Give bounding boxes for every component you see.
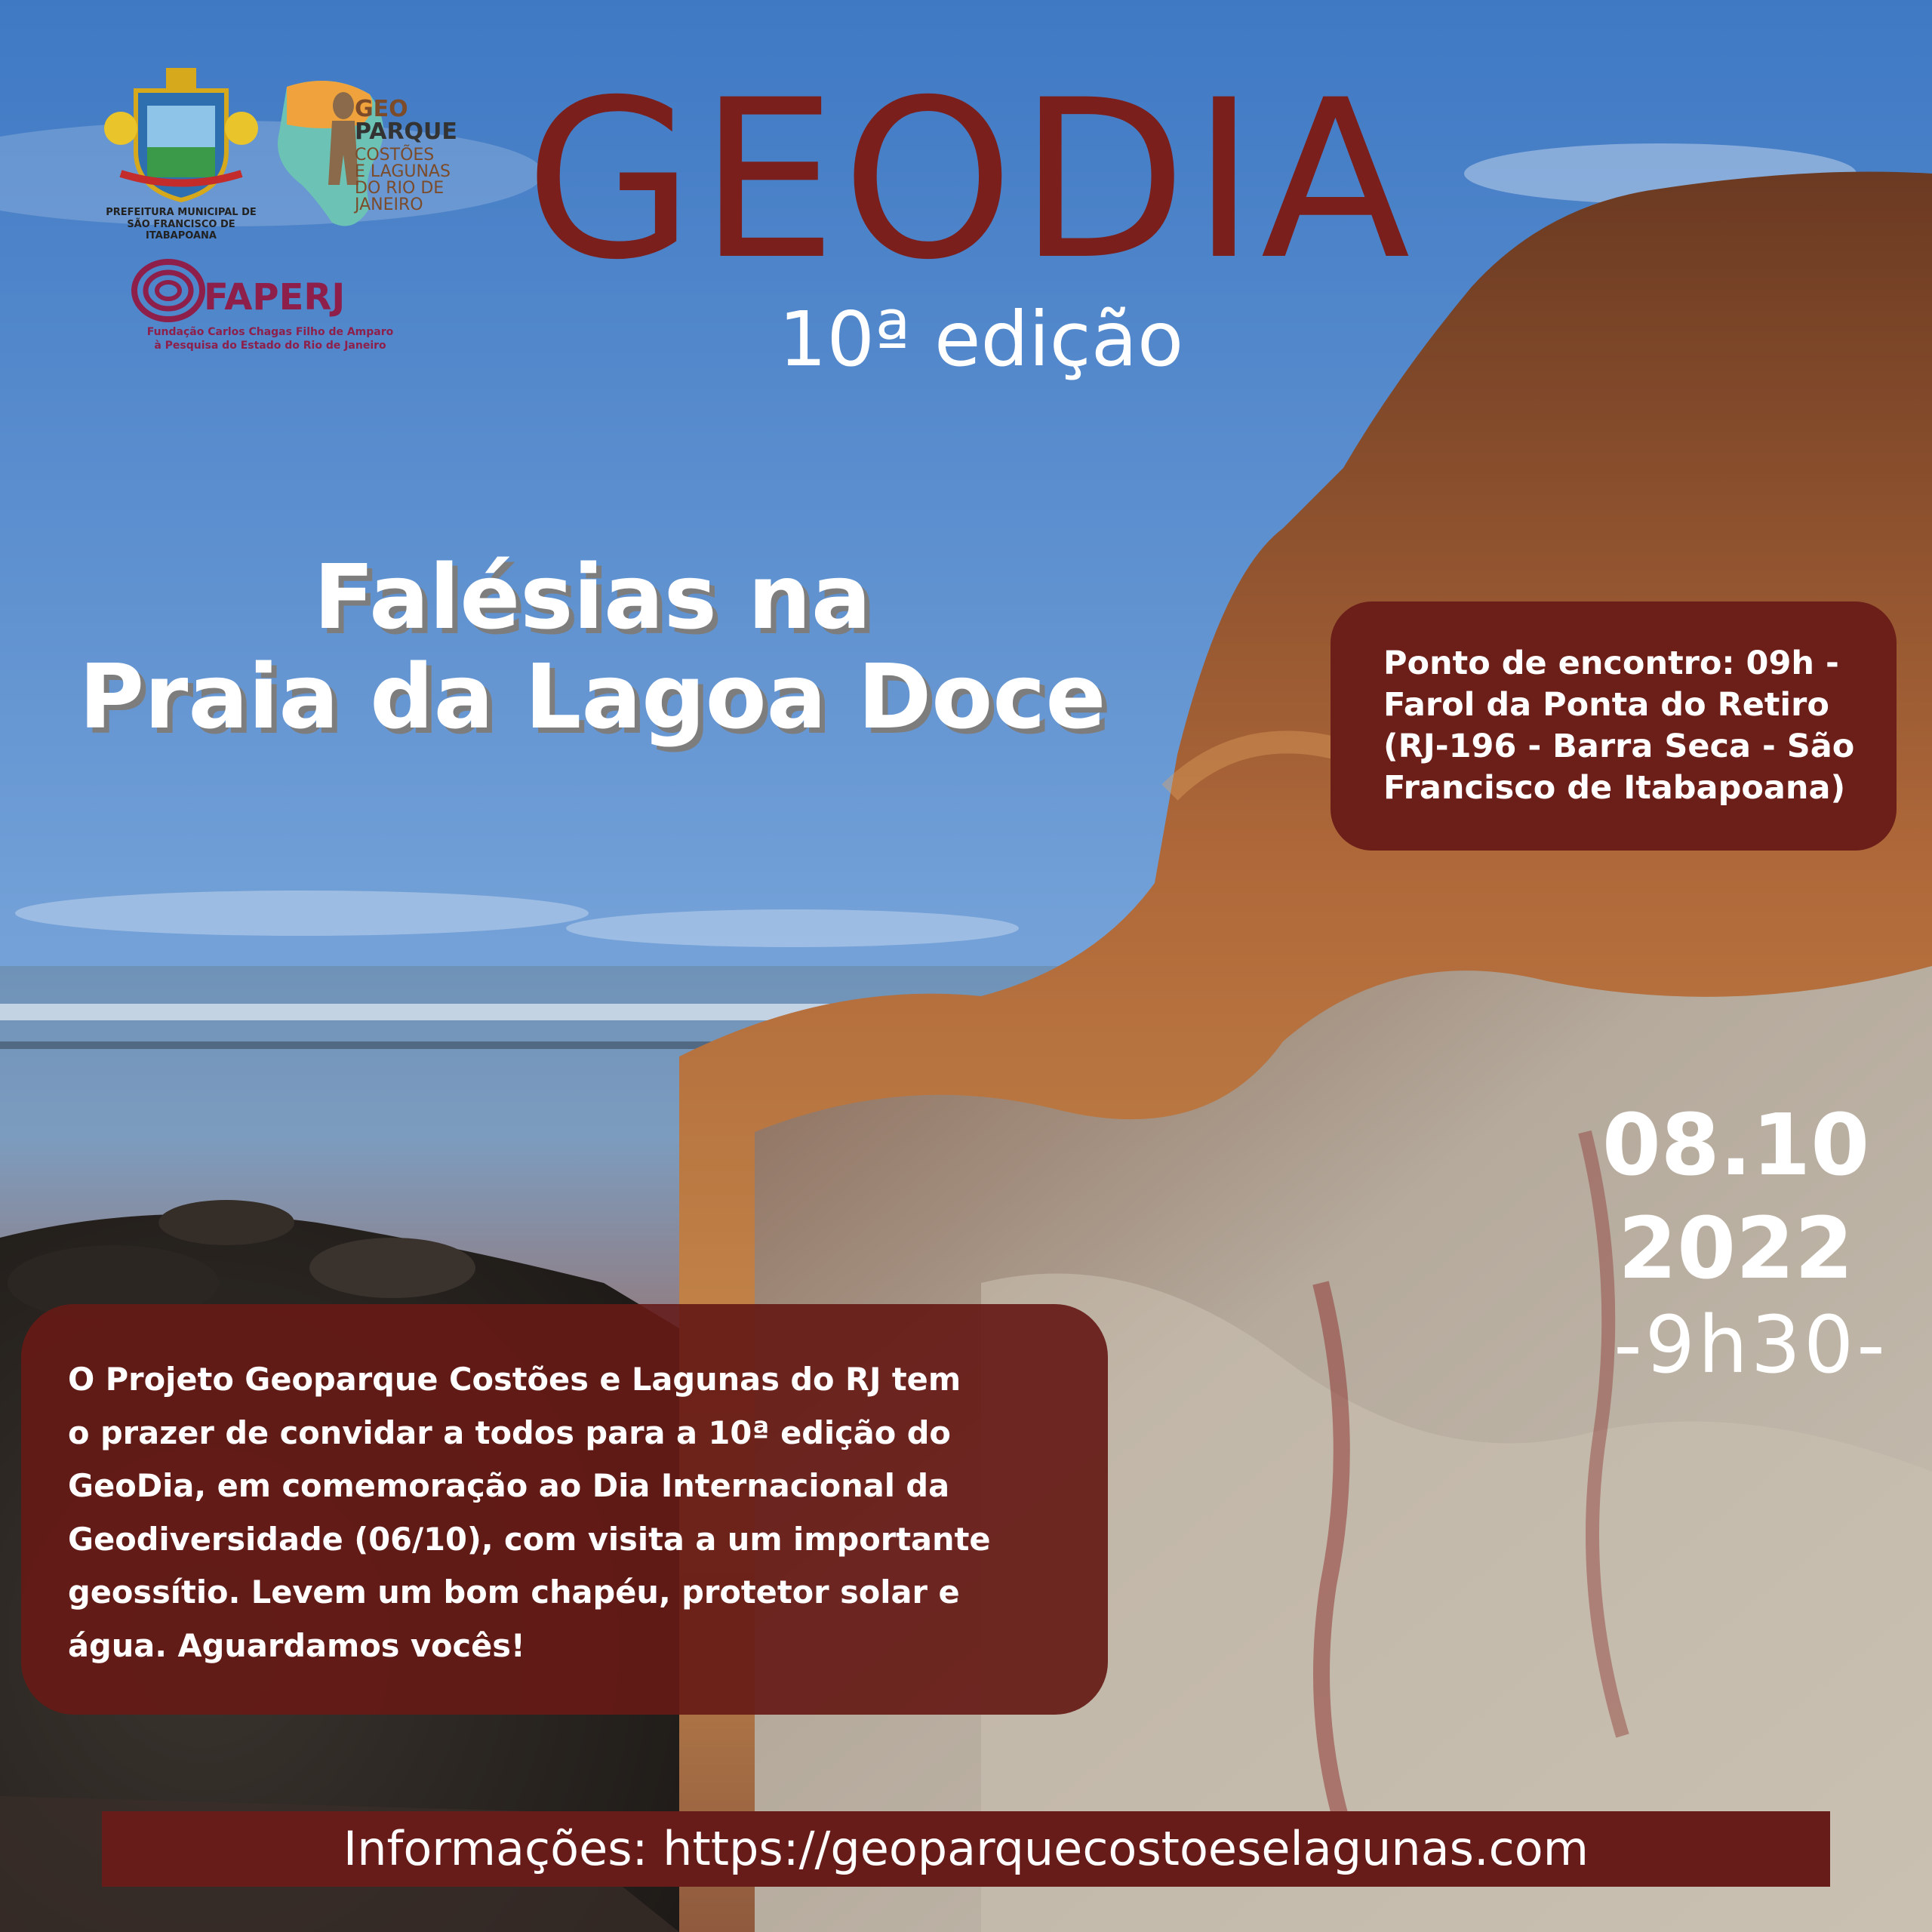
invitation-line: água. Aguardamos vocês! [68, 1626, 525, 1664]
meeting-line1: Ponto de encontro: 09h - [1383, 645, 1839, 682]
date-year: 2022 [1618, 1199, 1854, 1298]
meeting-line3: (RJ-196 - Barra Seca - São [1383, 728, 1855, 766]
meeting-line4: Francisco de Itabapoana) [1383, 769, 1846, 808]
prefeitura-line2: SÃO FRANCISCO DE ITABAPOANA [127, 218, 235, 242]
prefeitura-logo [91, 60, 272, 242]
faperj-line2: à Pesquisa do Estado do Rio de Janeiro [154, 339, 386, 352]
event-title-line1: Falésias na [313, 545, 872, 649]
geoparque-line4: E LAGUNAS [355, 162, 451, 181]
invitation-line: GeoDia, em comemoração ao Dia Internacional da [68, 1467, 950, 1505]
invitation-box [21, 1304, 1108, 1715]
event-date [1570, 1094, 1902, 1300]
geoparque-logo [272, 72, 475, 245]
info-link[interactable]: Informações: https://geoparquecostoeselagunas.com [343, 1821, 1589, 1876]
faperj-swirl-icon [131, 257, 206, 325]
geoparque-line3: COSTÕES [355, 146, 435, 165]
meeting-line2: Farol da Ponta do Retiro [1383, 686, 1829, 724]
geoparque-line1: GEO [355, 96, 408, 122]
invitation-line: O Projeto Geoparque Costões e Lagunas do RJ tem [68, 1361, 961, 1398]
invitation-line: Geodiversidade (06/10), com visita a um importante [68, 1520, 991, 1558]
event-time: -9h30- [1614, 1299, 1888, 1391]
meeting-point-box [1331, 601, 1897, 851]
page-title: GEODIA [525, 54, 1415, 308]
geoparque-line5: DO RIO DE [355, 179, 445, 198]
info-bar [102, 1811, 1830, 1887]
faperj-logo [125, 257, 411, 355]
geoparque-line2: PARQUE [355, 118, 457, 145]
edition-label: 10ª edição [778, 295, 1184, 383]
prefeitura-line1: PREFEITURA MUNICIPAL DE [106, 207, 257, 218]
geoparque-line6: JANEIRO [355, 195, 423, 214]
faperj-name: FAPERJ [204, 276, 346, 318]
coat-of-arms-icon [91, 60, 272, 204]
faperj-line1: Fundação Carlos Chagas Filho de Amparo [146, 326, 394, 338]
date-day-month: 08.10 [1601, 1097, 1870, 1195]
event-title-line2: Praia da Lagoa Doce [78, 645, 1106, 749]
event-title [45, 545, 1140, 749]
invitation-line: geossítio. Levem um bom chapéu, protetor solar e [68, 1574, 960, 1611]
invitation-line: o prazer de convidar a todos para a 10ª edição do [68, 1414, 951, 1451]
